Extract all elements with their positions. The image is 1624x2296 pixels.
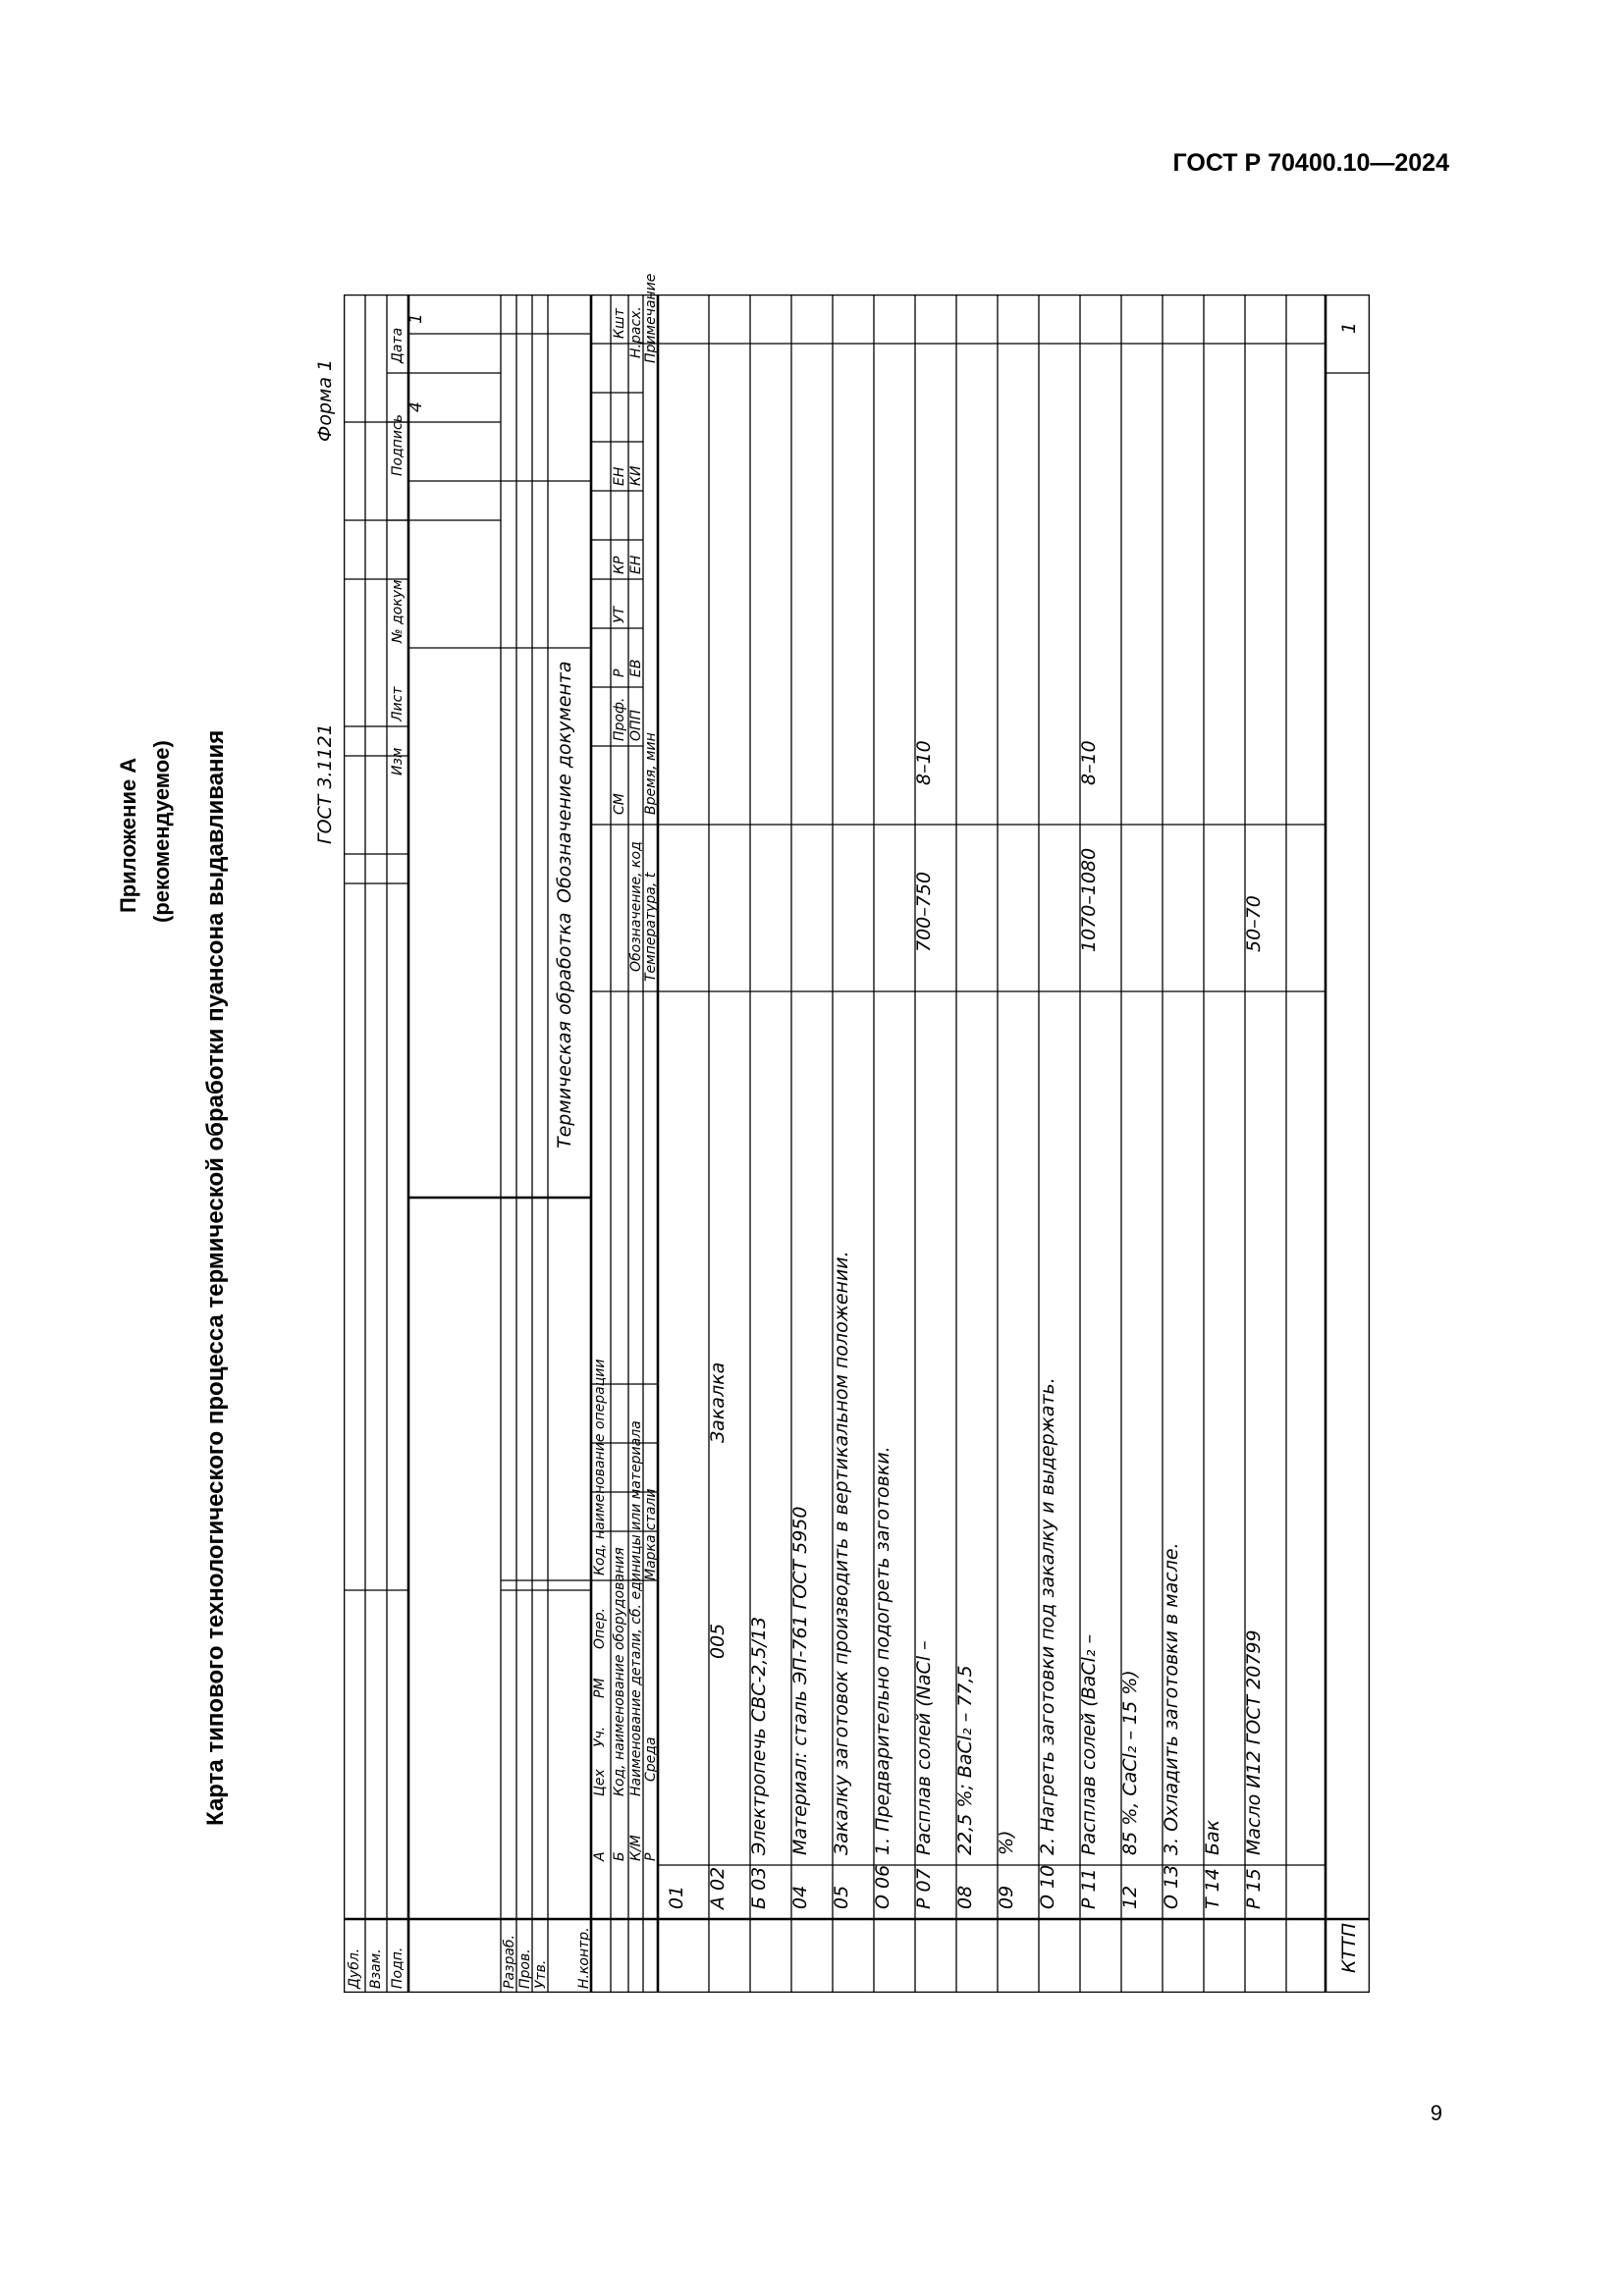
- row-number: 01: [666, 1885, 687, 1909]
- row-number: 12: [1119, 1885, 1141, 1909]
- row-text: 22,5 %; BaCl₂ – 77,5: [954, 1665, 976, 1855]
- process-name: Термическая обработка: [554, 912, 575, 1148]
- form-grid: [344, 294, 1370, 1993]
- rev-date-value: 1: [406, 313, 426, 324]
- row-number: Б 03: [748, 1866, 770, 1909]
- form-standard: ГОСТ 3.1121: [314, 723, 336, 844]
- col-ki: КИ: [628, 465, 644, 486]
- col-sm: СМ: [612, 793, 627, 815]
- rev-doc: № докум: [390, 579, 406, 643]
- row-temp: 700–750: [913, 871, 935, 952]
- row-number: 09: [996, 1885, 1017, 1909]
- col-r: Р: [612, 668, 627, 677]
- col-steel: Марка стали: [643, 1488, 659, 1580]
- row-number: Р 15: [1243, 1868, 1265, 1909]
- row-text: Бак: [1202, 1819, 1223, 1855]
- rev-izm: Изм: [390, 747, 406, 775]
- col-uch: Уч.: [592, 1726, 608, 1747]
- col-detail: Наименование детали, сб. единицы или материала: [628, 1420, 644, 1796]
- label-razrab: Разраб.: [502, 1934, 517, 1989]
- row-number: Т 14: [1202, 1868, 1223, 1909]
- row-text: %): [996, 1830, 1017, 1855]
- col-time: Время, мин: [643, 732, 659, 815]
- col-opp: ОПП: [628, 709, 644, 741]
- row-number: 04: [789, 1885, 811, 1909]
- row-oper-name: Закалка: [707, 1362, 729, 1443]
- col-kr: КР: [612, 556, 627, 574]
- label-utv: Утв.: [533, 1959, 549, 1989]
- rev-list: Лист: [390, 686, 406, 721]
- main-title: Карта типового технологического процесса термической обработки пуансона выдавливания: [202, 729, 229, 1826]
- col-code2: Обозначение, код: [628, 841, 644, 972]
- col-eh: ЕН: [628, 555, 644, 574]
- row-text: Электропечь СВС-2,5/13: [748, 1616, 770, 1855]
- row-time: 8–10: [1078, 740, 1100, 785]
- appendix-title: Приложение А: [116, 757, 140, 913]
- footer-label: КТТП: [1338, 1923, 1360, 1973]
- col-npor: Н.расх.: [628, 306, 644, 358]
- row-temp: 1070–1080: [1078, 847, 1100, 952]
- row-number: Р 07: [913, 1868, 935, 1909]
- col-kst: Кшт: [612, 308, 627, 339]
- designation-label: Обозначение документа: [554, 661, 575, 903]
- footer-sheet: 1: [1338, 321, 1360, 334]
- row-text: 1. Предварительно подогреть заготовки.: [872, 1446, 893, 1855]
- row-number: Р 11: [1078, 1868, 1100, 1909]
- row-number: О 10: [1037, 1864, 1058, 1909]
- label-vzam: Взам.: [368, 1949, 384, 1989]
- appendix-subtitle: (рекомендуемое): [149, 740, 174, 923]
- rev-date: Дата: [390, 327, 406, 363]
- col-note: Примечание: [643, 273, 659, 363]
- col-en: ЕН: [612, 466, 627, 486]
- row-text: 85 %, CaCl₂ – 15 %): [1119, 1670, 1141, 1855]
- row-number: А 02: [707, 1866, 729, 1909]
- row-text: Материал: сталь ЭП-761 ГОСТ 5950: [789, 1506, 811, 1855]
- row-number: О 06: [872, 1864, 893, 1909]
- row-text: 3. Охладить заготовки в масле.: [1161, 1542, 1182, 1855]
- page-number: 9: [1430, 2101, 1442, 2125]
- row-text: 2. Нагреть заготовки под закалку и выдержать.: [1037, 1377, 1058, 1855]
- row-number: 08: [954, 1885, 976, 1909]
- process-card-form: [314, 273, 1370, 1993]
- row-oper-code: 005: [707, 1623, 729, 1659]
- col-prof: Проф.: [612, 697, 627, 741]
- col-code-km: К/М: [628, 1835, 644, 1861]
- col-ceh: Цех: [592, 1769, 608, 1796]
- rev-sign-value: 4: [406, 401, 426, 412]
- standard-code: ГОСТ Р 70400.10—2024: [1172, 149, 1449, 177]
- row-text: Масло И12 ГОСТ 20799: [1243, 1629, 1265, 1855]
- row-text: Закалку заготовок производить в вертикальном положении.: [831, 1251, 852, 1855]
- col-code-p: Р: [643, 1852, 659, 1861]
- col-equip: Код, наименование оборудования: [612, 1547, 627, 1796]
- rev-sign: Подпись: [390, 414, 406, 476]
- col-code-a: А: [592, 1851, 608, 1861]
- col-opname: Код, наименование операции: [592, 1359, 608, 1575]
- col-rm: РМ: [592, 1678, 608, 1698]
- label-podp: Подп.: [390, 1947, 406, 1989]
- row-text: Расплав солей (BaCl₂ –: [1078, 1633, 1100, 1855]
- col-ev: ЕВ: [628, 659, 644, 677]
- col-temp: Температура, t: [643, 872, 659, 982]
- label-dubl: Дубл.: [347, 1948, 362, 1989]
- col-code-b: Б: [612, 1851, 627, 1861]
- row-time: 8–10: [913, 740, 935, 785]
- label-prov: Пров.: [517, 1949, 533, 1989]
- col-ut: УТ: [612, 606, 627, 623]
- row-temp: 50–70: [1243, 895, 1265, 952]
- row-number: О 13: [1161, 1864, 1182, 1909]
- col-medium: Среда: [643, 1736, 659, 1782]
- form-label: Форма 1: [314, 358, 336, 442]
- label-nkontr: Н.контр.: [576, 1927, 592, 1989]
- row-number: 05: [831, 1885, 852, 1909]
- row-text: Расплав солей (NaCl –: [913, 1640, 935, 1855]
- col-oper: Опер.: [592, 1607, 608, 1649]
